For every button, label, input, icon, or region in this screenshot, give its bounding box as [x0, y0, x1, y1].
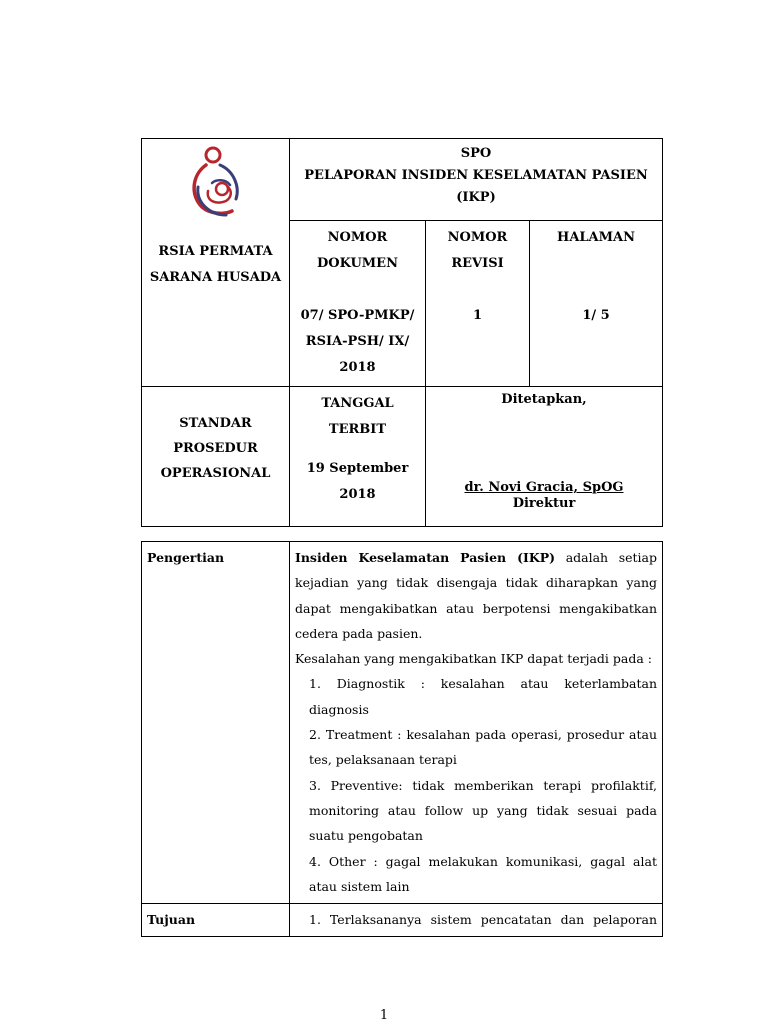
pengertian-definition: adalah setiap kejadian yang tidak disengaja tidak diharapkan yang dapat mengakibatkan atau berpotensi mengakibatkan cedera pada pasien. — [295, 550, 657, 641]
signer-block — [426, 480, 662, 512]
tanggal-terbit-value: 19 September 2018 — [306, 461, 409, 502]
nomor-revisi-value: 1 — [472, 308, 483, 323]
tanggal-terbit-cell — [290, 387, 426, 527]
signer-title: Direktur — [512, 496, 576, 511]
tujuan-first-line: 1. Terlaksananya sistem pencatatan dan pelaporan — [309, 912, 657, 928]
nomor-dokumen-label1: NOMOR — [327, 230, 388, 245]
signer-name: dr. Novi Gracia, SpOG — [464, 480, 624, 495]
list-item: 1. Diagnostik : kesalahan atau keterlambatan diagnosis — [309, 676, 657, 717]
tanggal-label1: TANGGAL — [321, 396, 394, 411]
halaman-label: HALAMAN — [557, 230, 635, 245]
document-title-line1: PELAPORAN INSIDEN KESELAMATAN PASIEN — [304, 168, 648, 183]
hospital-cell — [142, 139, 290, 387]
pengertian-paragraph — [295, 545, 657, 646]
standar-line1: STANDAR — [179, 416, 252, 431]
kesalahan-intro: Kesalahan yang mengakibatkan IKP dapat terjadi pada : — [295, 651, 652, 667]
ditetapkan-label: Ditetapkan, — [501, 392, 587, 407]
hospital-name-line1: RSIA PERMATA — [158, 244, 273, 259]
hospital-name — [142, 239, 289, 291]
document-title-line2: (IKP) — [456, 190, 496, 205]
pengertian-content — [290, 542, 663, 904]
ditetapkan-cell — [426, 387, 663, 527]
list-item: 2. Treatment : kesalahan pada operasi, prosedur atau tes, pelaksanaan terapi — [309, 727, 657, 768]
document-title-cell — [290, 139, 663, 221]
nomor-revisi-cell — [426, 221, 530, 387]
tujuan-content — [290, 904, 663, 937]
standar-line2: PROSEDUR — [173, 441, 258, 456]
tanggal-label2: TERBIT — [328, 422, 387, 437]
nomor-revisi-label1: NOMOR — [447, 230, 508, 245]
pengertian-label: Pengertian — [142, 542, 290, 904]
halaman-value: 1/ 5 — [582, 308, 610, 323]
standar-prosedur-cell — [142, 387, 290, 527]
tujuan-label: Tujuan — [142, 904, 290, 937]
nomor-dokumen-cell — [290, 221, 426, 387]
standar-line3: OPERASIONAL — [160, 466, 271, 481]
document-header-table — [141, 138, 663, 527]
nomor-dokumen-value3: 2018 — [339, 360, 376, 375]
nomor-dokumen-value2: RSIA-PSH/ IX/ — [305, 334, 410, 349]
nomor-dokumen-value1: 07/ SPO-PMKP/ — [300, 308, 415, 323]
mother-child-logo-icon — [186, 143, 252, 219]
content-table — [141, 541, 663, 937]
document-type: SPO — [460, 146, 492, 161]
kesalahan-list — [295, 671, 657, 899]
halaman-cell — [530, 221, 663, 387]
page-number: 1 — [379, 1008, 389, 1023]
list-item: 4. Other : gagal melakukan komunikasi, gagal alat atau sistem lain — [309, 853, 657, 894]
nomor-revisi-label2: REVISI — [451, 256, 504, 271]
pengertian-term: Insiden Keselamatan Pasien (IKP) — [295, 550, 556, 565]
hospital-name-line2: SARANA HUSADA — [149, 270, 282, 285]
list-item: 3. Preventive: tidak memberikan terapi profilaktif, monitoring atau follow up yang tidak sesuai pada suatu pengobatan — [309, 777, 657, 844]
nomor-dokumen-label2: DOKUMEN — [317, 256, 398, 271]
